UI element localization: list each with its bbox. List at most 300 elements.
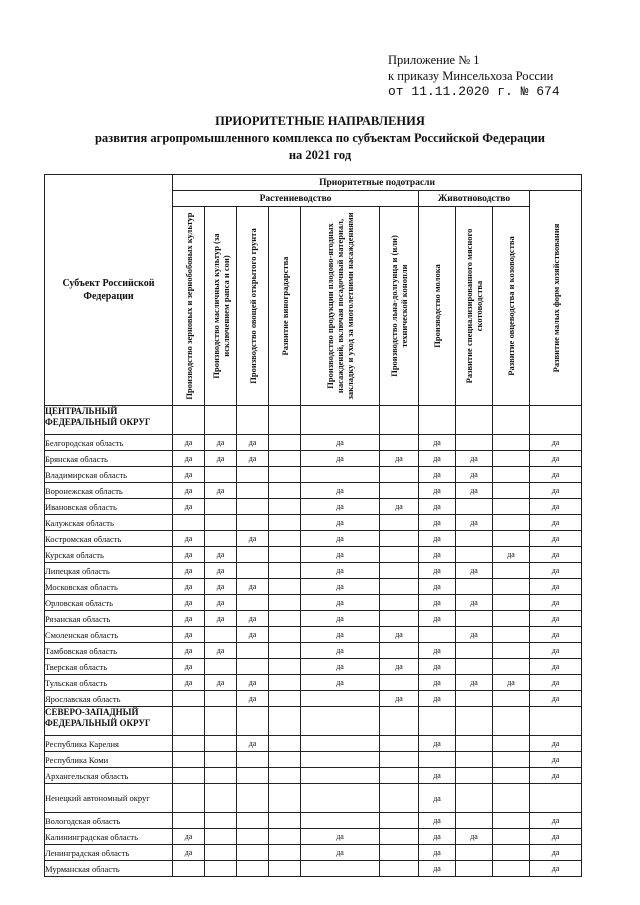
value-cell: да [237, 611, 269, 627]
value-cell: да [493, 675, 530, 691]
crop-group-header: Растениеводство [173, 191, 419, 207]
table-row [45, 768, 582, 784]
value-cell: да [456, 483, 493, 499]
value-cell: да [173, 531, 205, 547]
value-cell: да [380, 659, 419, 675]
value-cell: да [173, 659, 205, 675]
table-row [45, 467, 582, 483]
value-cell: да [419, 784, 456, 813]
col-header-10 [530, 191, 582, 406]
subject-name: Орловская область [45, 595, 173, 611]
value-cell: да [301, 845, 380, 861]
value-cell: да [419, 483, 456, 499]
table-row [45, 563, 582, 579]
value-cell: да [173, 435, 205, 451]
value-cell: да [237, 675, 269, 691]
appendix-line-2: к приказу Минсельхоза России [388, 69, 554, 83]
value-cell [380, 547, 419, 563]
value-cell [173, 861, 205, 877]
table-row [45, 611, 582, 627]
value-cell: да [173, 547, 205, 563]
value-cell [205, 861, 237, 877]
value-cell: да [173, 483, 205, 499]
value-cell: да [530, 736, 582, 752]
table-row [45, 435, 582, 451]
value-cell: да [530, 861, 582, 877]
value-cell [456, 768, 493, 784]
subject-name: Ненецкий автономный округ [45, 784, 173, 813]
value-cell [301, 691, 380, 707]
value-cell [493, 595, 530, 611]
value-cell [380, 813, 419, 829]
value-cell: да [205, 675, 237, 691]
value-cell: да [530, 483, 582, 499]
value-cell [269, 563, 301, 579]
value-cell: да [419, 659, 456, 675]
table-row [45, 691, 582, 707]
table-row [45, 784, 582, 813]
priority-header: Приоритетные подотрасли [173, 175, 582, 191]
value-cell [237, 861, 269, 877]
value-cell [380, 845, 419, 861]
value-cell [493, 579, 530, 595]
value-cell: да [419, 813, 456, 829]
district-empty-cell [530, 406, 582, 435]
value-cell: да [530, 829, 582, 845]
value-cell [380, 595, 419, 611]
value-cell [237, 845, 269, 861]
value-cell [237, 467, 269, 483]
livestock-group-header: Животноводство [419, 191, 530, 207]
value-cell [493, 829, 530, 845]
value-cell [456, 752, 493, 768]
value-cell [380, 643, 419, 659]
col-header-8-text: Развитие специализированного мясного скотоводства [464, 228, 484, 384]
value-cell [493, 611, 530, 627]
district-row [45, 707, 582, 736]
value-cell: да [380, 691, 419, 707]
value-cell: да [419, 563, 456, 579]
district-name: СЕВЕРО-ЗАПАДНЫЙ ФЕДЕРАЛЬНЫЙ ОКРУГ [45, 707, 173, 736]
value-cell [380, 467, 419, 483]
subject-name: Липецкая область [45, 563, 173, 579]
value-cell: да [237, 531, 269, 547]
value-cell: да [301, 829, 380, 845]
value-cell [269, 579, 301, 595]
value-cell: да [530, 595, 582, 611]
value-cell: да [173, 467, 205, 483]
value-cell [380, 531, 419, 547]
subject-name: Владимирская область [45, 467, 173, 483]
value-cell: да [530, 675, 582, 691]
col-header-7 [419, 207, 456, 406]
value-cell: да [419, 861, 456, 877]
value-cell: да [530, 845, 582, 861]
col-header-1-text: Производство зерновых и зернобобовых культур [183, 212, 194, 400]
table-row [45, 595, 582, 611]
value-cell [456, 845, 493, 861]
value-cell [237, 768, 269, 784]
value-cell [205, 813, 237, 829]
value-cell: да [205, 595, 237, 611]
value-cell [493, 736, 530, 752]
value-cell [493, 643, 530, 659]
value-cell [493, 627, 530, 643]
value-cell: да [419, 829, 456, 845]
value-cell [380, 829, 419, 845]
value-cell: да [380, 499, 419, 515]
subject-name: Калининградская область [45, 829, 173, 845]
col-header-4 [269, 207, 301, 406]
value-cell [269, 611, 301, 627]
value-cell: да [237, 451, 269, 467]
district-empty-cell [301, 707, 380, 736]
value-cell [456, 861, 493, 877]
value-cell: да [456, 515, 493, 531]
col-header-8 [456, 207, 493, 406]
value-cell: да [173, 595, 205, 611]
value-cell: да [205, 611, 237, 627]
subject-name: Республика Коми [45, 752, 173, 768]
value-cell [493, 483, 530, 499]
value-cell: да [530, 547, 582, 563]
value-cell: да [301, 595, 380, 611]
value-cell: да [530, 499, 582, 515]
value-cell [301, 752, 380, 768]
col-header-5-text: Производство продукции плодово-ягодных насаждений, включая посадочный материал, закладку и уход за многолетними насаждениями [325, 212, 355, 400]
col-header-1 [173, 207, 205, 406]
value-cell [205, 736, 237, 752]
value-cell [205, 691, 237, 707]
value-cell: да [456, 467, 493, 483]
value-cell: да [237, 627, 269, 643]
value-cell [269, 813, 301, 829]
value-cell [269, 531, 301, 547]
district-empty-cell [456, 406, 493, 435]
subject-name: Смоленская область [45, 627, 173, 643]
value-cell [380, 768, 419, 784]
district-empty-cell [205, 707, 237, 736]
district-empty-cell [493, 707, 530, 736]
value-cell: да [380, 451, 419, 467]
value-cell [493, 451, 530, 467]
col-header-4-text: Развитие виноградарства [279, 256, 290, 356]
value-cell [493, 531, 530, 547]
value-cell: да [530, 515, 582, 531]
value-cell: да [419, 595, 456, 611]
value-cell: да [173, 643, 205, 659]
value-cell [269, 784, 301, 813]
value-cell [237, 483, 269, 499]
value-cell: да [530, 752, 582, 768]
value-cell [456, 547, 493, 563]
col-header-7-text: Производство молока [432, 264, 442, 348]
value-cell [456, 784, 493, 813]
subject-name: Рязанская область [45, 611, 173, 627]
value-cell [269, 499, 301, 515]
subject-name: Тульская область [45, 675, 173, 691]
value-cell [380, 611, 419, 627]
value-cell: да [530, 467, 582, 483]
col-header-10-text: Развитие малых форм хозяйствования [550, 223, 561, 373]
value-cell: да [530, 579, 582, 595]
value-cell: да [419, 579, 456, 595]
subject-name: Ивановская область [45, 499, 173, 515]
value-cell [380, 736, 419, 752]
value-cell: да [419, 451, 456, 467]
value-cell [269, 659, 301, 675]
table-row [45, 547, 582, 563]
subject-name: Архангельская область [45, 768, 173, 784]
value-cell: да [173, 627, 205, 643]
value-cell [269, 515, 301, 531]
table-row [45, 643, 582, 659]
value-cell [301, 784, 380, 813]
value-cell [493, 467, 530, 483]
value-cell [269, 643, 301, 659]
value-cell: да [237, 736, 269, 752]
value-cell: да [456, 675, 493, 691]
value-cell: да [456, 627, 493, 643]
value-cell [205, 784, 237, 813]
value-cell [301, 813, 380, 829]
value-cell [456, 813, 493, 829]
subject-name: Московская область [45, 579, 173, 595]
value-cell: да [173, 611, 205, 627]
value-cell [205, 499, 237, 515]
value-cell: да [173, 829, 205, 845]
table-row [45, 483, 582, 499]
value-cell [456, 579, 493, 595]
district-row [45, 406, 582, 435]
value-cell [237, 813, 269, 829]
value-cell: да [456, 829, 493, 845]
value-cell [530, 784, 582, 813]
value-cell [456, 691, 493, 707]
subject-name: Тамбовская область [45, 643, 173, 659]
value-cell [269, 845, 301, 861]
value-cell [205, 467, 237, 483]
value-cell: да [530, 643, 582, 659]
value-cell: да [237, 691, 269, 707]
col-header-6-text: Производство льна-долгунца и (или) технической конопли [389, 235, 409, 377]
value-cell: да [456, 563, 493, 579]
value-cell: да [530, 627, 582, 643]
value-cell [237, 643, 269, 659]
value-cell [237, 547, 269, 563]
value-cell: да [419, 736, 456, 752]
value-cell [380, 675, 419, 691]
value-cell: да [419, 547, 456, 563]
district-empty-cell [173, 406, 205, 435]
value-cell: да [419, 691, 456, 707]
value-cell: да [301, 659, 380, 675]
value-cell [269, 691, 301, 707]
district-name: ЦЕНТРАЛЬНЫЙ ФЕДЕРАЛЬНЫЙ ОКРУГ [45, 406, 173, 435]
document-title [0, 113, 640, 164]
value-cell [380, 752, 419, 768]
priority-table [44, 174, 582, 877]
value-cell: да [530, 435, 582, 451]
value-cell [269, 861, 301, 877]
value-cell: да [530, 659, 582, 675]
title-line-2: развития агропромышленного комплекса по субъектам Российской Федерации [94, 131, 546, 145]
value-cell [237, 515, 269, 531]
table-body [45, 406, 582, 877]
value-cell: да [205, 547, 237, 563]
value-cell: да [301, 531, 380, 547]
value-cell: да [530, 451, 582, 467]
appendix-line-3: от 11.11.2020 г. № 674 [388, 84, 560, 99]
value-cell [237, 784, 269, 813]
value-cell: да [419, 611, 456, 627]
value-cell [380, 563, 419, 579]
col-header-3-text: Производство овощей открытого грунта [247, 228, 258, 384]
col-header-5 [301, 207, 380, 406]
value-cell: да [301, 643, 380, 659]
value-cell [173, 515, 205, 531]
value-cell [269, 829, 301, 845]
table-row [45, 627, 582, 643]
col-header-2 [205, 207, 237, 406]
table-row [45, 829, 582, 845]
value-cell [205, 845, 237, 861]
value-cell [173, 768, 205, 784]
value-cell: да [301, 483, 380, 499]
value-cell [205, 531, 237, 547]
table-row [45, 531, 582, 547]
value-cell: да [301, 515, 380, 531]
value-cell: да [419, 768, 456, 784]
district-empty-cell [530, 707, 582, 736]
title-line-3: на 2021 год [288, 148, 352, 162]
value-cell: да [205, 483, 237, 499]
value-cell [173, 813, 205, 829]
district-empty-cell [380, 406, 419, 435]
district-empty-cell [456, 707, 493, 736]
value-cell [269, 467, 301, 483]
value-cell [493, 845, 530, 861]
value-cell [301, 736, 380, 752]
value-cell [301, 861, 380, 877]
value-cell: да [530, 611, 582, 627]
value-cell: да [205, 643, 237, 659]
value-cell: да [173, 845, 205, 861]
value-cell [269, 595, 301, 611]
table-row [45, 861, 582, 877]
district-empty-cell [205, 406, 237, 435]
value-cell: да [173, 579, 205, 595]
table-row [45, 659, 582, 675]
value-cell [269, 752, 301, 768]
value-cell: да [419, 467, 456, 483]
value-cell [456, 499, 493, 515]
value-cell [173, 691, 205, 707]
subject-name: Вологодская область [45, 813, 173, 829]
value-cell [173, 784, 205, 813]
value-cell: да [380, 627, 419, 643]
table-row [45, 515, 582, 531]
subject-name: Мурманская область [45, 861, 173, 877]
subject-name: Воронежская область [45, 483, 173, 499]
value-cell [237, 563, 269, 579]
title-line-1: ПРИОРИТЕТНЫЕ НАПРАВЛЕНИЯ [215, 114, 425, 128]
value-cell: да [530, 531, 582, 547]
subject-name: Ярославская область [45, 691, 173, 707]
value-cell [493, 813, 530, 829]
value-cell [205, 752, 237, 768]
table-row [45, 675, 582, 691]
value-cell: да [419, 531, 456, 547]
appendix-block [388, 52, 560, 100]
value-cell: да [419, 499, 456, 515]
value-cell: да [237, 579, 269, 595]
table-row [45, 752, 582, 768]
value-cell [456, 643, 493, 659]
value-cell [205, 768, 237, 784]
value-cell [456, 435, 493, 451]
value-cell [493, 515, 530, 531]
col-header-9-text: Развитие овцеводства и козоводства [506, 236, 516, 376]
value-cell: да [456, 595, 493, 611]
value-cell [380, 435, 419, 451]
subject-name: Белгородская область [45, 435, 173, 451]
district-empty-cell [173, 707, 205, 736]
value-cell [493, 691, 530, 707]
value-cell [237, 499, 269, 515]
value-cell [269, 627, 301, 643]
value-cell: да [419, 675, 456, 691]
value-cell: да [530, 813, 582, 829]
table-row [45, 499, 582, 515]
value-cell: да [173, 499, 205, 515]
district-empty-cell [493, 406, 530, 435]
value-cell: да [301, 675, 380, 691]
value-cell: да [205, 579, 237, 595]
value-cell: да [419, 435, 456, 451]
value-cell: да [530, 768, 582, 784]
table-row [45, 845, 582, 861]
value-cell [205, 627, 237, 643]
value-cell [269, 451, 301, 467]
district-empty-cell [237, 707, 269, 736]
table-row [45, 579, 582, 595]
value-cell: да [205, 563, 237, 579]
value-cell [456, 736, 493, 752]
subject-name: Брянская область [45, 451, 173, 467]
col-header-2-text: Производство масличных культур (за исключением рапса и сои) [210, 233, 231, 379]
value-cell: да [301, 435, 380, 451]
subject-name: Калужская область [45, 515, 173, 531]
col-header-9 [493, 207, 530, 406]
value-cell: да [205, 451, 237, 467]
value-cell [493, 752, 530, 768]
value-cell [269, 768, 301, 784]
value-cell [380, 579, 419, 595]
value-cell [493, 861, 530, 877]
value-cell [380, 784, 419, 813]
value-cell [205, 659, 237, 675]
value-cell: да [301, 451, 380, 467]
value-cell [237, 829, 269, 845]
value-cell: да [301, 579, 380, 595]
table-row [45, 813, 582, 829]
district-empty-cell [380, 707, 419, 736]
value-cell [419, 752, 456, 768]
value-cell: да [237, 435, 269, 451]
value-cell: да [419, 515, 456, 531]
value-cell: да [173, 451, 205, 467]
